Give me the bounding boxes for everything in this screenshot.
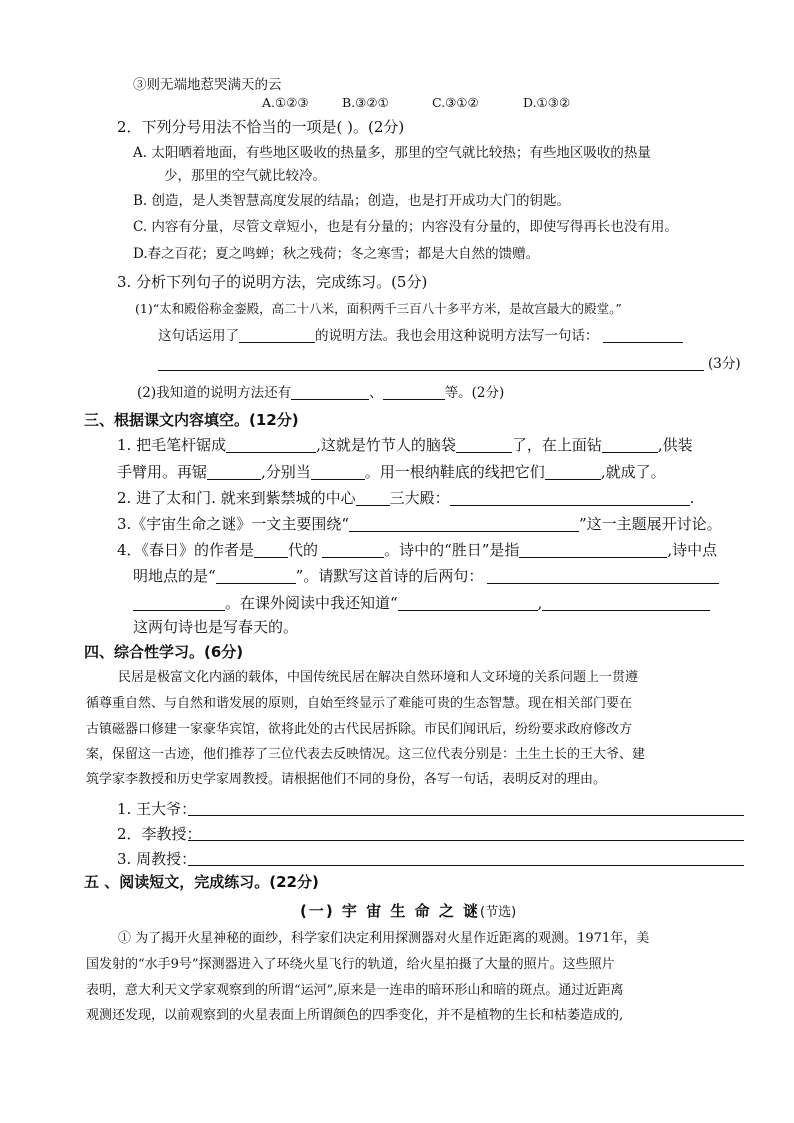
blank-15[interactable] bbox=[133, 596, 225, 611]
passage-line1: ① 为了揭开火星神秘的面纱，科学家们决定利用探测器对火星作近距离的观测。1971年，美 bbox=[118, 931, 650, 946]
q1-option-3: ③则无端地惹哭满天的云 bbox=[133, 77, 282, 93]
sec4-para-line2: 循尊重自然、与自然和谐发展的原则，自始至终显示了难能可贵的生态智慧。现在相关部门要在 bbox=[86, 696, 633, 711]
sec3-item-4-line4: 这两句诗也是写春天的。 bbox=[133, 618, 299, 636]
q3-sentence-2: (2)我知道的说明方法还有 、 等。(2分) bbox=[137, 385, 505, 401]
q3-sentence-blank-line2[interactable] bbox=[158, 370, 704, 371]
blank-14[interactable] bbox=[487, 569, 719, 584]
sec3-item-3: 3.《宇宙生命之谜》一文主要围绕“ ”这一主题展开讨论。 bbox=[117, 515, 722, 533]
q3-other-method-2[interactable] bbox=[383, 385, 445, 400]
blank-5[interactable] bbox=[311, 465, 365, 480]
q2-stem: 2．下列分号用法不恰当的一项是( )。(2分) bbox=[117, 118, 405, 136]
sec4-para-line1: 民居是极富文化内涵的载体，中国传统民居在解决自然环境和人文环境的关系问题上一贯遵 bbox=[118, 670, 639, 685]
writer-1-label: 1. 王大爷： bbox=[117, 800, 197, 818]
blank-10[interactable] bbox=[254, 543, 288, 558]
sec3-item-1-line1: 1. 把毛笔杆锯成 ,这就是竹节人的脑袋 了，在上面钻 ,供装 bbox=[117, 436, 693, 454]
q3-sentence-1: (1)“太和殿俗称金銮殿，高二十八米，面积两千三百八十多平方米，是故宫最大的殿堂。” bbox=[135, 301, 622, 316]
sec4-para-line5: 筑学家李教授和历史学家周教授。请根据他们不同的身份，各写一句话，表明反对的理由。 bbox=[86, 772, 607, 787]
section-5-title: 五 、阅读短文，完成练习。(22分) bbox=[84, 873, 319, 891]
blank-3[interactable] bbox=[602, 438, 658, 453]
blank-7[interactable] bbox=[356, 491, 390, 506]
q3-answer-line: 这句话运用了 的说明方法。我也会用这种说明方法写一句话： bbox=[158, 328, 683, 344]
sec3-item-4-line3: 。在课外阅读中我还知道“ , bbox=[133, 594, 710, 612]
blank-17[interactable] bbox=[542, 596, 710, 611]
section-3-title: 三、根据课文内容填空。(12分) bbox=[84, 411, 299, 429]
q1-choice-c: C.③①② bbox=[432, 95, 479, 110]
q2-option-b: B. 创造，是人类智慧高度发展的结晶；创造，也是打开成功大门的钥匙。 bbox=[133, 193, 571, 209]
sec3-item-4-line1: 4．《春日》的作者是 代的 。诗中的“胜日”是指 ,诗中点 bbox=[117, 541, 718, 559]
blank-8[interactable] bbox=[450, 491, 690, 506]
section-4-title: 四、综合性学习。(6分) bbox=[84, 643, 244, 661]
writer-3-answer-line[interactable] bbox=[188, 865, 744, 866]
blank-4[interactable] bbox=[207, 465, 261, 480]
q1-choice-b: B.③②① bbox=[342, 95, 389, 110]
q1-choice-a: A.①②③ bbox=[262, 95, 309, 110]
blank-1[interactable] bbox=[226, 438, 316, 453]
passage-line3: 表明，意大利天文学家观察到的所谓“运河”,原来是一连串的暗环形山和暗的斑点。通过近距离 bbox=[86, 983, 624, 998]
writer-2-answer-line[interactable] bbox=[188, 840, 744, 841]
writer-3-label: 3. 周教授： bbox=[117, 850, 197, 868]
blank-9[interactable] bbox=[349, 517, 579, 532]
q3-stem: 3. 分析下列句子的说明方法，完成练习。(5分) bbox=[117, 273, 428, 291]
passage-line4: 观测还发现，以前观察到的火星表面上所谓颜色的四季变化，并不是植物的生长和枯萎造成的, bbox=[86, 1008, 624, 1023]
q2-option-c: C. 内容有分量，尽管文章短小，也是有分量的；内容没有分量的，即使写得再长也没有用。 bbox=[133, 219, 678, 235]
q3-points-3: (3分) bbox=[708, 356, 741, 372]
blank-11[interactable] bbox=[322, 543, 384, 558]
sec4-para-line4: 案，保留这一古迹，他们推荐了三位代表去反映情况。这三位代表分别是：土生土长的王大爷、建 bbox=[86, 747, 646, 762]
blank-2[interactable] bbox=[456, 438, 512, 453]
passage-line2: 国发射的“水手9号”探测器进入了环绕火星飞行的轨道，给火星拍摄了大量的照片。这些照片 bbox=[86, 957, 615, 972]
blank-6[interactable] bbox=[545, 465, 601, 480]
blank-13[interactable] bbox=[216, 569, 296, 584]
q2-option-a-line1: A. 太阳晒着地面，有些地区吸收的热量多，那里的空气就比较热；有些地区吸收的热量 bbox=[133, 145, 651, 161]
sec4-para-line3: 古镇磁器口修建一家豪华宾馆，欲将此处的古代民居拆除。市民们闻讯后，纷纷要求政府修改方 bbox=[86, 722, 633, 737]
sec3-item-2: 2. 进了太和门. 就来到紫禁城的中心 三大殿： . bbox=[117, 489, 695, 507]
sec3-item-1-line2: 手臂用。再锯 ,分别当 。用一根纳鞋底的线把它们 ,就成了。 bbox=[117, 463, 666, 481]
passage-title: (一) 宇 宙 生 命 之 谜(节选) bbox=[300, 902, 517, 920]
writer-2-label: 2．李教授： bbox=[117, 825, 202, 843]
q2-option-a-line2: 少，那里的空气就比较冷。 bbox=[164, 168, 326, 184]
blank-12[interactable] bbox=[519, 543, 667, 558]
q3-other-method-1[interactable] bbox=[291, 385, 369, 400]
q3-method-blank[interactable] bbox=[239, 328, 315, 343]
q2-option-d: D.春之百花；夏之鸣蝉；秋之残荷；冬之寒雪；都是大自然的馈赠。 bbox=[133, 246, 540, 262]
q1-choice-d: D.①③② bbox=[523, 95, 571, 110]
writer-1-answer-line[interactable] bbox=[188, 815, 744, 816]
q3-sentence-blank[interactable] bbox=[603, 328, 683, 343]
sec3-item-4-line2: 明地点的是“ ”。请默写这首诗的后两句： bbox=[133, 567, 719, 585]
blank-16[interactable] bbox=[398, 596, 538, 611]
